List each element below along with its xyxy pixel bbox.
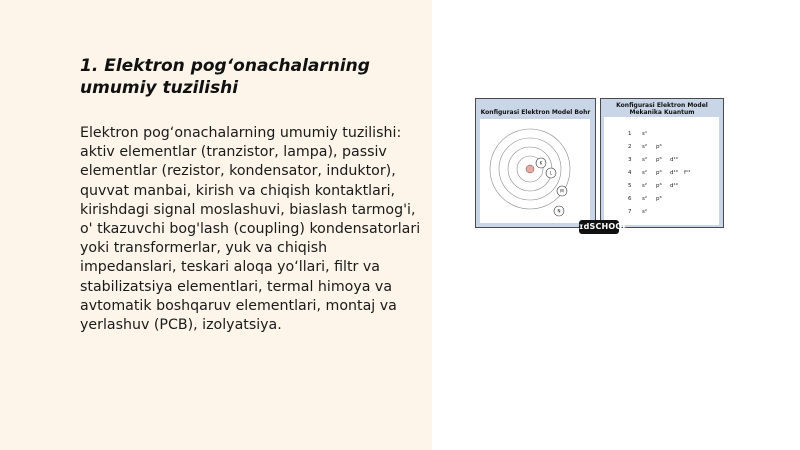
bohr-atom-svg	[480, 119, 590, 223]
nucleus	[526, 165, 534, 173]
idschool-logo: ɪdSCHOOL	[579, 220, 619, 234]
slide-title: 1. Elektron pog‘onachalarning umumiy tuzilishi	[80, 56, 370, 98]
quantum-model-table	[604, 117, 719, 225]
bohr-model-diagram	[480, 119, 590, 223]
bohr-model-card	[475, 98, 596, 228]
shell-label-l: L	[549, 170, 553, 176]
shell-label-k: K	[539, 160, 543, 166]
quantum-row: 1 s¹	[628, 131, 648, 137]
quantum-row: 5 s² p⁶ d¹⁰	[628, 183, 678, 189]
electron-configuration-figure	[475, 98, 725, 238]
shell-label-n: N	[557, 208, 561, 214]
quantum-row: 4 s² p⁶ d¹⁰ f¹⁴	[628, 170, 691, 176]
quantum-model-title: Konfigurasi Elektron Model Mekanika Kuantum	[616, 102, 708, 116]
quantum-row: 2 s² p⁶	[628, 144, 662, 150]
quantum-row: 6 s² p⁶	[628, 196, 662, 202]
quantum-row: 3 s² p⁶ d¹⁰	[628, 157, 678, 163]
quantum-model-card	[600, 98, 724, 228]
bohr-model-title: Konfigurasi Elektron Model Bohr	[480, 109, 591, 116]
quantum-row: 7 s²	[628, 209, 648, 215]
slide-body-text: Elektron pog‘onachalarning umumiy tuzilishi: aktiv elementlar (tranzistor, lampa), passiv elementlar (rezistor, kondensator, induktor), quvvat manbai, kirish va chiqish kontaktlari, kirishdagi signal moslashuvi, biaslash tarmog'i, o' tkazuvchi bog'lash (coupling) kondensatorlari yoki transformerlar, yuk va chiqish impedanslari, teskari aloqa yo‘llari, filtr va stabilizatsiya elementlari, termal himoya va avtomatik boshqaruv elementlari, montaj va yerlashuv (PCB), izolyatsiya.	[80, 125, 421, 334]
shell-label-m: M	[560, 188, 564, 194]
